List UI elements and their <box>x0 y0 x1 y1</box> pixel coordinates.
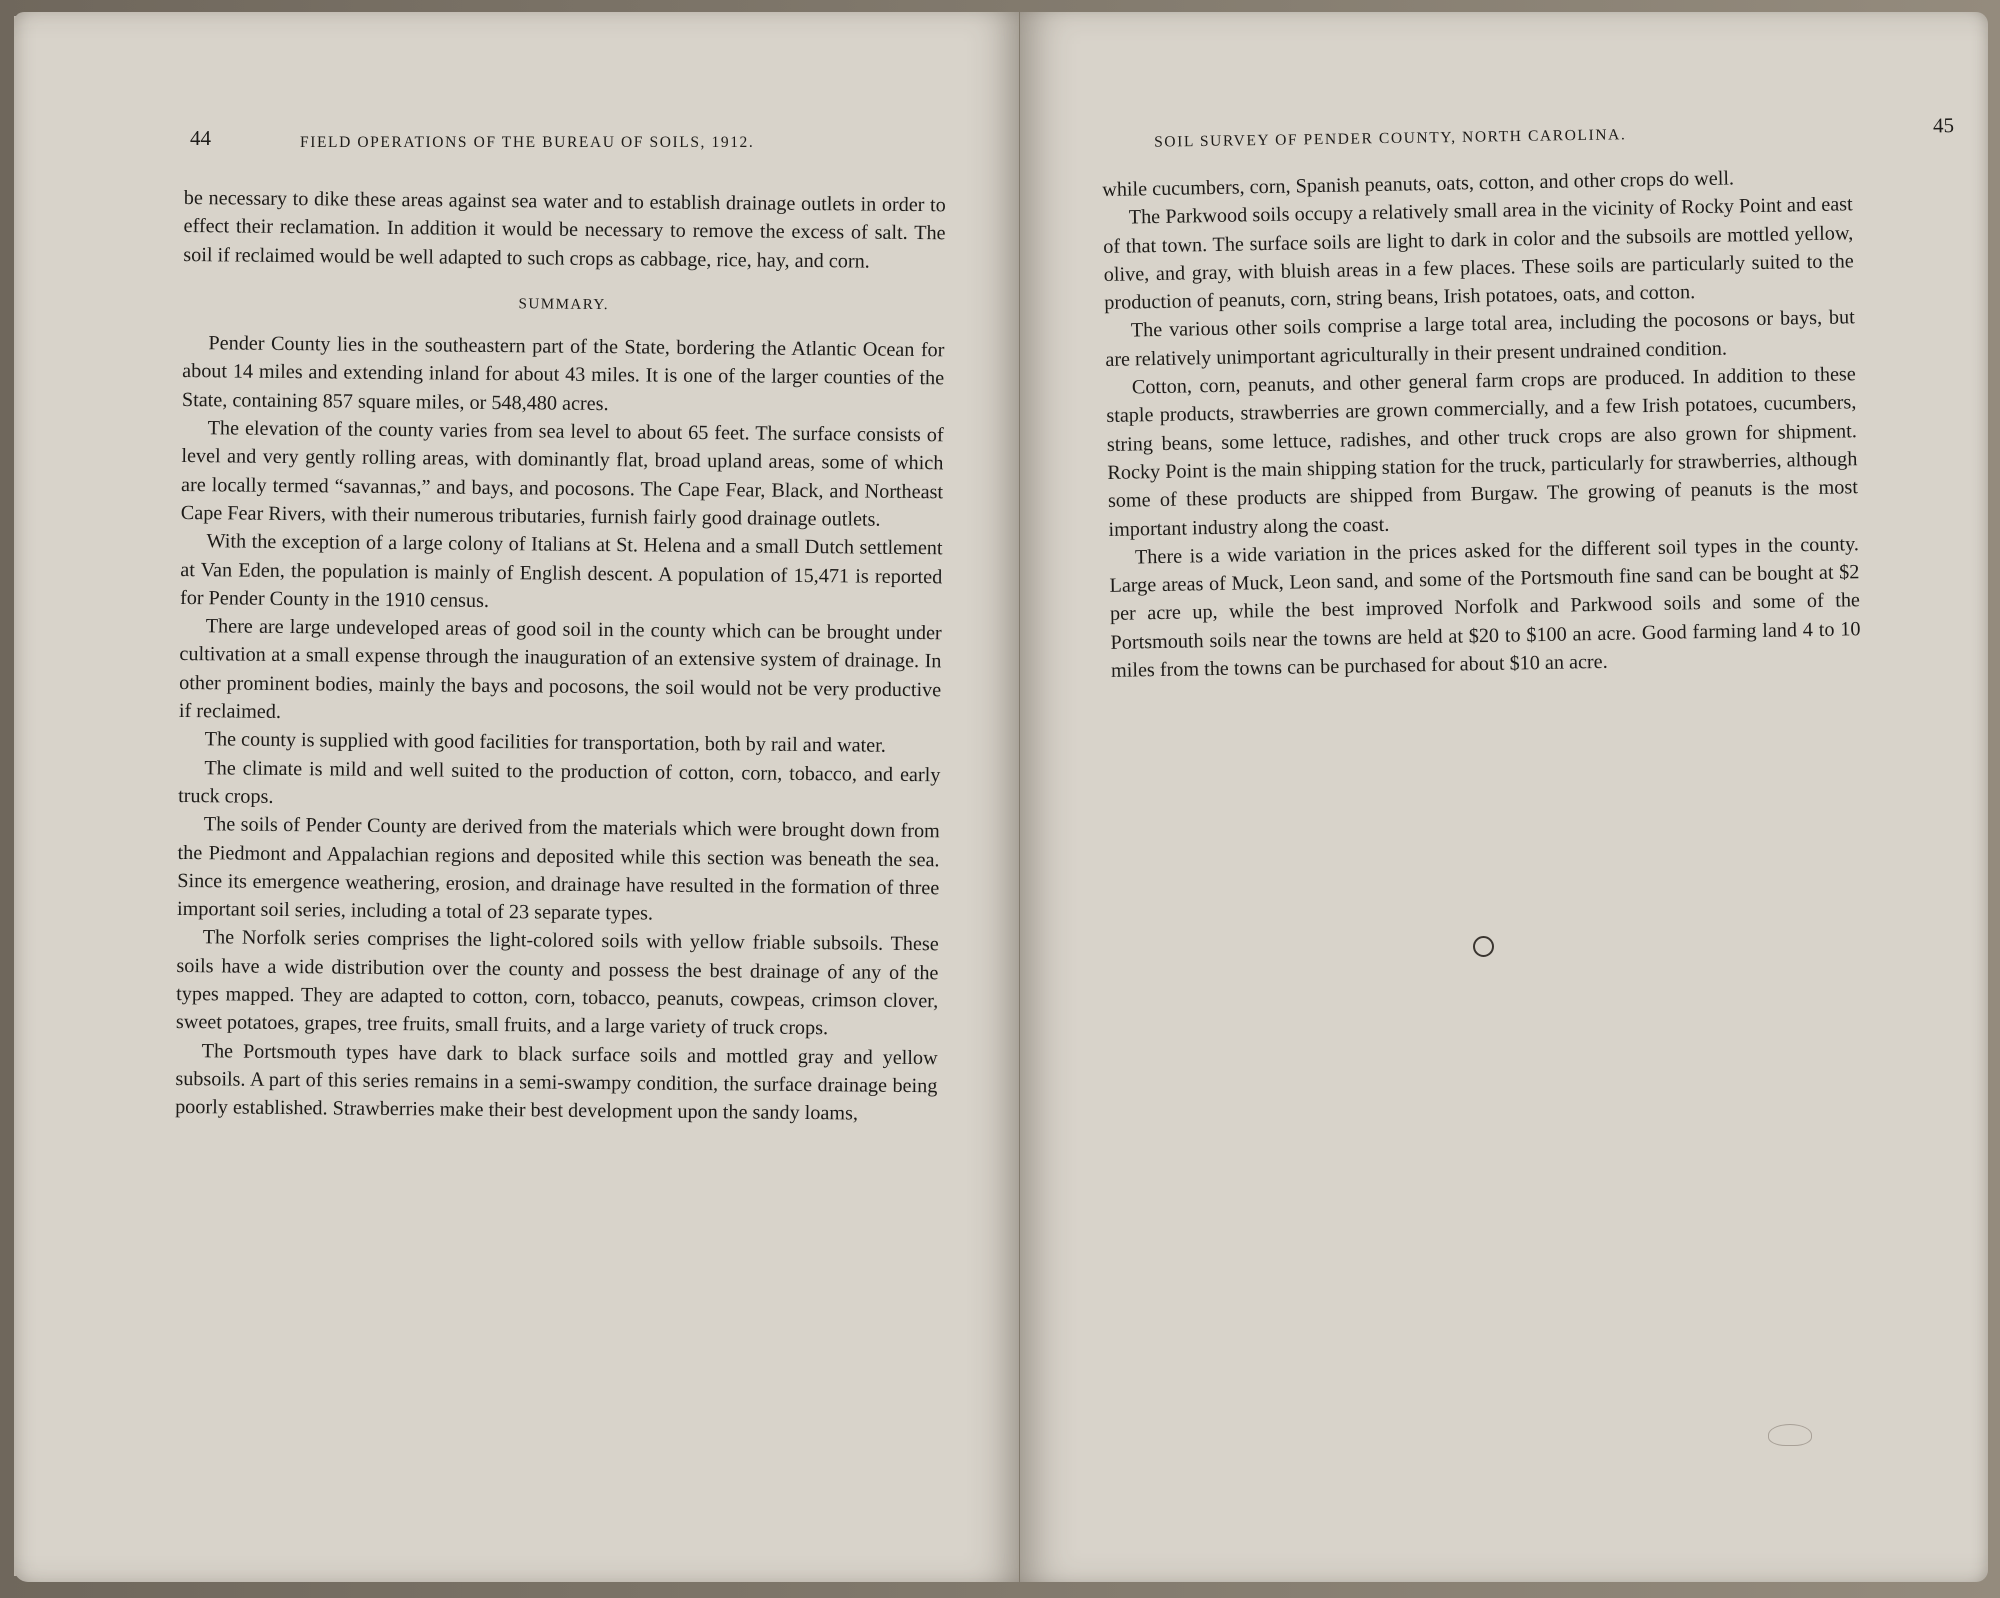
left-text-column <box>175 184 946 1129</box>
paragraph: The climate is mild and well suited to the production of cotton, corn, tobacco, and early truck crops. <box>178 756 941 808</box>
right-text-column <box>1102 162 1861 685</box>
punch-hole-mark <box>1473 936 1494 957</box>
paragraph: The soils of Pender County are derived from the materials which were brought down from the Piedmont and Appalachian regions and deposited while this section was beneath the sea. Since its emergence weathering, erosion, and drainage have resulted in the formation of three important soil series, including a total of 23 separate types. <box>176 813 940 925</box>
paragraph: With the exception of a large colony of Italians at St. Helena and a small Dutch settlement at Van Eden, the population is mainly of English descent. A population of 15,471 is reported for Pender County in the 1910 census. <box>179 530 943 612</box>
paragraph: Cotton, corn, peanuts, and other general farm crops are produced. In addition to these staple products, strawberries are grown commercially, and a few Irish potatoes, cucumbers, string beans, some lettuce, radishes, and other truck crops are also grown for shipment. Rocky Point is the main shipping station for the truck, particularly for strawberries, although some of these products are shipped from Burgaw. The growing of peanuts is the most important industry along the coast. <box>1106 363 1859 541</box>
paragraph: There are large undeveloped areas of good soil in the county which can be brought under cultivation at a small expense through the inauguration of an extensive system of drainage. In other prominent bodies, mainly the bays and pocosons, the soil would not be very productive if reclaimed. <box>178 615 942 724</box>
left-page <box>14 12 1019 1582</box>
paragraph: The Portsmouth types have dark to black surface soils and mottled gray and yellow subsoils. A part of this series remains in a semi-swampy condition, the surface drainage being poorly established. Strawberries make their best development upon the sandy loams, <box>175 1039 938 1125</box>
paragraph: The elevation of the county varies from sea level to about 65 feet. The surface consists of level and very gently rolling areas, with dominantly flat, broad upland areas, some of which are locally termed “savannas,” and bays, and pocosons. The Cape Fear, Black, and Northeast Cape Fear Rivers, with their numerous tributaries, furnish fairly good drainage outlets. <box>180 417 944 531</box>
paper-blemish <box>1768 1424 1812 1446</box>
paragraph: The Parkwood soils occupy a relatively small area in the vicinity of Rocky Point and east of that town. The surface soils are light to dark in color and the subsoils are mottled yellow, olive, and gray, with bluish areas in a few places. These soils are particularly suited to the production of peanuts, corn, string beans, Irish potatoes, oats, and cotton. <box>1103 193 1854 315</box>
paragraph: The county is supplied with good facilities for transportation, both by rail and water. <box>204 728 886 758</box>
right-page <box>1020 12 1988 1582</box>
left-running-head-title: FIELD OPERATIONS OF THE BUREAU OF SOILS, 1912. <box>300 134 755 151</box>
paragraph: The Norfolk series comprises the light-colored soils with yellow friable subsoils. These soils have a wide distribution over the county and possess the best drainage of any of the types mapped. They are adapted to cotton, corn, tobacco, peanuts, cowpeas, crimson clover, sweet potatoes, grapes, tree fruits, small fruits, and a large variety of truck crops. <box>175 926 939 1040</box>
right-opening-paragraph: while cucumbers, corn, Spanish peanuts, oats, cotton, and other crops do well. <box>1102 167 1735 201</box>
paragraph: The various other soils comprise a large total area, including the pocosons or bays, but are relatively unimportant agriculturally in their present undrained condition. <box>1105 306 1855 371</box>
left-page-number: 44 <box>190 126 211 150</box>
right-running-head <box>1134 113 1955 151</box>
summary-heading: SUMMARY. <box>518 296 610 313</box>
paragraph: Pender County lies in the southeastern part of the State, bordering the Atlantic Ocean for about 14 miles and extending inland for about 43 miles. It is one of the larger counties of the State, containing 857 square miles, or 548,480 acres. <box>181 332 945 415</box>
left-opening-paragraph: be necessary to dike these areas against sea water and to establish drainage outlets in order to effect their reclamation. In addition it would be necessary to remove the excess of salt. The soil if reclaimed would be well adapted to such crops as cabbage, rice, hay, and corn. <box>183 186 946 273</box>
right-page-number: 45 <box>1932 113 1955 138</box>
paragraph: There is a wide variation in the prices asked for the different soil types in the county. Large areas of Muck, Leon sand, and some of the Portsmouth fine sand can be bought at $2 per acre up, while the best improved Norfolk and Parkwood soils and some of the Portsmouth soils near the towns are held at $20 to $100 an acre. Good farming land 4 to 10 miles from the towns can be purchased for about $10 an acre. <box>1109 533 1861 682</box>
right-running-head-title: SOIL SURVEY OF PENDER COUNTY, NORTH CAROLINA. <box>1153 126 1627 151</box>
